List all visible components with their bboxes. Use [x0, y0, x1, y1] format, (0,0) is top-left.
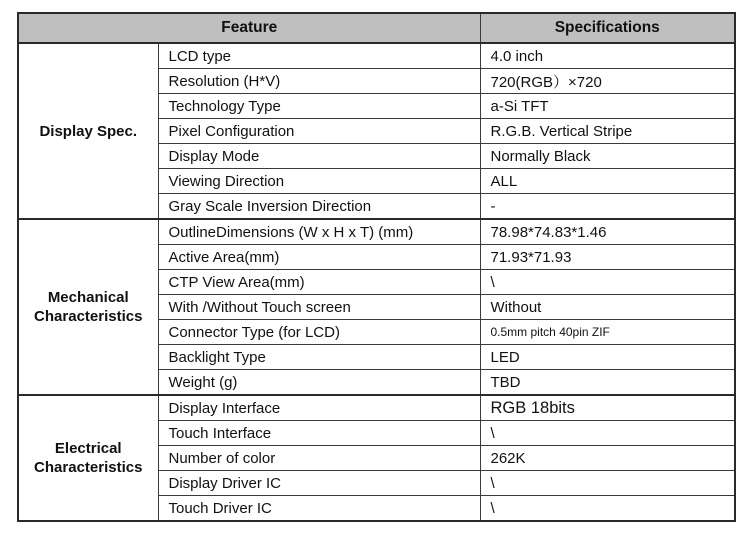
- value-cell: 720(RGB）×720: [480, 69, 735, 94]
- feature-cell: Display Driver IC: [158, 471, 480, 496]
- feature-cell: Technology Type: [158, 94, 480, 119]
- table-row: [18, 395, 735, 421]
- feature-cell: Display Mode: [158, 144, 480, 169]
- value-cell: TBD: [480, 370, 735, 396]
- feature-cell: Weight (g): [158, 370, 480, 396]
- feature-cell: Resolution (H*V): [158, 69, 480, 94]
- table-row: [18, 219, 735, 245]
- header-specifications: Specifications: [480, 13, 735, 43]
- feature-cell: Connector Type (for LCD): [158, 320, 480, 345]
- value-cell: \: [480, 270, 735, 295]
- value-cell: 71.93*71.93: [480, 245, 735, 270]
- value-cell: \: [480, 496, 735, 522]
- value-cell: a-Si TFT: [480, 94, 735, 119]
- feature-cell: Active Area(mm): [158, 245, 480, 270]
- group-label-line: Electrical: [54, 440, 122, 457]
- feature-cell: Number of color: [158, 446, 480, 471]
- value-cell: Normally Black: [480, 144, 735, 169]
- feature-cell: With /Without Touch screen: [158, 295, 480, 320]
- value-cell: 78.98*74.83*1.46: [480, 219, 735, 245]
- feature-cell: Touch Driver IC: [158, 496, 480, 522]
- feature-cell: Touch Interface: [158, 421, 480, 446]
- group-label-line: Characteristics: [34, 308, 143, 325]
- value-cell: R.G.B. Vertical Stripe: [480, 119, 735, 144]
- value-cell: 0.5mm pitch 40pin ZIF: [480, 320, 735, 345]
- value-cell: Without: [480, 295, 735, 320]
- feature-cell: OutlineDimensions (W x H x T) (mm): [158, 219, 480, 245]
- group-label-line: Characteristics: [34, 459, 143, 476]
- spec-table: [17, 12, 736, 522]
- group-label-electrical: [18, 395, 158, 521]
- value-cell: \: [480, 471, 735, 496]
- feature-cell: Viewing Direction: [158, 169, 480, 194]
- value-cell: 262K: [480, 446, 735, 471]
- group-label-line: Mechanical: [47, 289, 129, 306]
- feature-cell: LCD type: [158, 43, 480, 69]
- feature-cell: Gray Scale Inversion Direction: [158, 194, 480, 220]
- feature-cell: Display Interface: [158, 395, 480, 421]
- feature-cell: CTP View Area(mm): [158, 270, 480, 295]
- feature-cell: Pixel Configuration: [158, 119, 480, 144]
- value-cell: LED: [480, 345, 735, 370]
- table-row: [18, 43, 735, 69]
- group-label-display: [18, 43, 158, 219]
- feature-cell: Backlight Type: [158, 345, 480, 370]
- value-cell: 4.0 inch: [480, 43, 735, 69]
- value-cell: \: [480, 421, 735, 446]
- value-cell: -: [480, 194, 735, 220]
- value-cell: RGB 18bits: [480, 395, 735, 421]
- value-cell: ALL: [480, 169, 735, 194]
- header-row: [18, 13, 735, 43]
- group-label-line: Display Spec.: [39, 122, 138, 140]
- group-label-mechanical: [18, 219, 158, 395]
- header-feature: Feature: [18, 13, 480, 43]
